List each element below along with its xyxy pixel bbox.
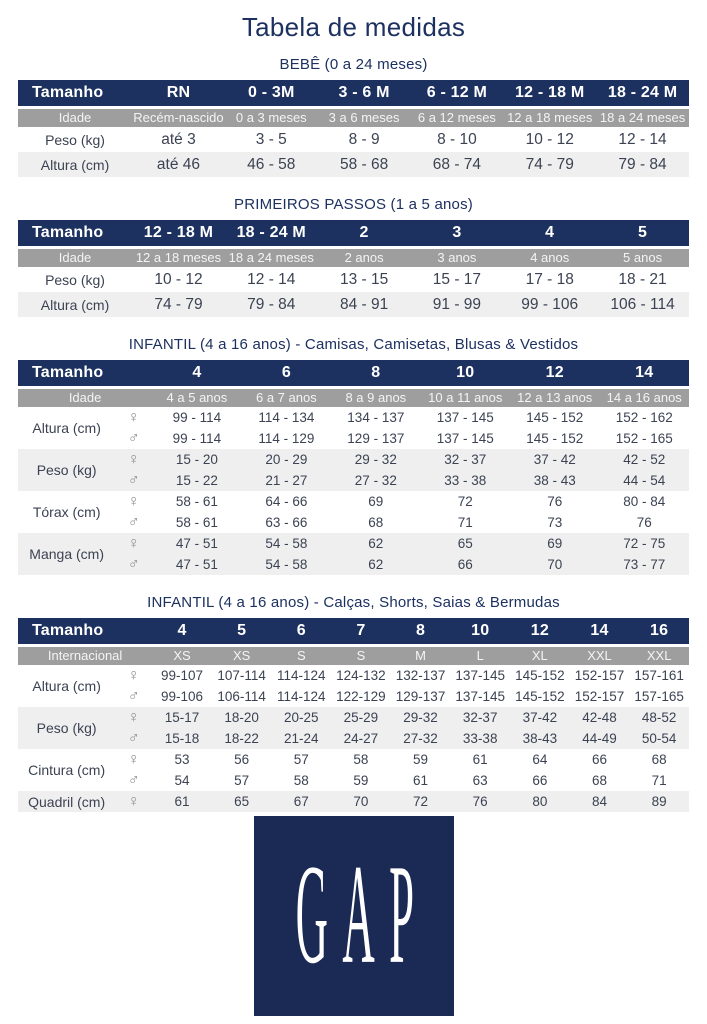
value-cell: 152 - 165 xyxy=(615,431,673,446)
header-size-cell: 10 xyxy=(450,618,510,645)
subheader-label-cell: Idade xyxy=(18,247,132,267)
subheader-value-cell: 6 a 12 meses xyxy=(411,107,504,127)
value-cell: 73 - 77 xyxy=(599,554,689,575)
subheader-label-cell: Idade xyxy=(18,107,132,127)
table-row xyxy=(18,533,689,554)
table-row xyxy=(18,491,689,512)
value-cell: 69 xyxy=(368,494,384,509)
value-cell: 18-20 xyxy=(212,707,272,728)
table-row xyxy=(18,770,689,791)
female-icon: ♀ xyxy=(115,707,152,728)
header-size-cell: 8 xyxy=(331,360,420,387)
subheader-value-cell: 18 a 24 meses xyxy=(225,247,318,267)
subheader-value-cell: S xyxy=(271,645,331,665)
section-title: PRIMEIROS PASSOS (1 a 5 anos) xyxy=(234,196,473,213)
value-cell: 70 xyxy=(510,554,599,575)
value-cell: 54 - 58 xyxy=(242,554,331,575)
value-cell: 129-137 xyxy=(395,689,446,704)
row-label-cell: Altura (cm) xyxy=(32,678,101,694)
header-size-cell: 16 xyxy=(629,618,689,645)
male-icon: ♂ xyxy=(115,728,152,749)
value-cell: 72 xyxy=(457,494,473,509)
table-header-row xyxy=(18,220,689,247)
male-icon: ♂ xyxy=(127,687,140,705)
section-primeiros-passos xyxy=(18,196,689,317)
header-size-cell: 12 xyxy=(510,360,599,387)
value-cell: 99 - 114 xyxy=(172,431,222,446)
value-cell: 137-145 xyxy=(455,668,505,683)
value-cell: 134 - 137 xyxy=(347,410,405,425)
value-cell: 15-17 xyxy=(152,707,212,728)
value-cell: 44-49 xyxy=(570,728,630,749)
size-table xyxy=(18,618,689,812)
row-label-cell: Tórax (cm) xyxy=(32,504,101,520)
value-cell: 61 xyxy=(413,773,429,788)
table-row xyxy=(18,152,689,177)
row-label-cell: Altura (cm) xyxy=(18,152,132,177)
table-row xyxy=(18,292,689,317)
header-size-cell: 10 xyxy=(421,360,510,387)
value-cell: 32-37 xyxy=(450,707,510,728)
value-cell: 15-18 xyxy=(152,728,212,749)
value-cell: 132-137 xyxy=(395,668,446,683)
header-size-cell: 3 - 6 M xyxy=(318,80,411,107)
row-label-cell: Quadril (cm) xyxy=(18,791,115,812)
row-label-cell: Altura (cm) xyxy=(32,420,101,436)
value-cell: 76 xyxy=(547,494,563,509)
row-label-cell: Peso (kg) xyxy=(18,707,115,749)
value-cell: 84 xyxy=(570,791,630,812)
value-cell: 8 - 10 xyxy=(437,130,477,148)
value-cell: 21-24 xyxy=(271,728,331,749)
subheader-row xyxy=(18,387,689,407)
value-cell: 84 - 91 xyxy=(318,292,411,317)
value-cell: 38-43 xyxy=(510,728,570,749)
row-label-cell: Manga (cm) xyxy=(18,533,115,575)
value-cell: 58 - 68 xyxy=(318,152,411,177)
table-row xyxy=(18,449,689,470)
value-cell: 107-114 xyxy=(217,668,266,683)
value-cell: 24-27 xyxy=(331,728,391,749)
row-label-cell: Peso (kg) xyxy=(45,271,105,288)
value-cell: até 3 xyxy=(161,130,196,148)
female-icon: ♀ xyxy=(127,666,140,684)
subheader-value-cell: 8 a 9 anos xyxy=(331,387,420,407)
subheader-value-cell: 3 a 6 meses xyxy=(318,107,411,127)
logo-container xyxy=(18,816,689,1016)
header-label-cell: Tamanho xyxy=(18,80,132,107)
table-row xyxy=(18,127,689,152)
value-cell: 137 - 145 xyxy=(436,431,494,446)
value-cell: 13 - 15 xyxy=(339,270,389,288)
value-cell: 17 - 18 xyxy=(525,270,574,288)
table-host-bebe xyxy=(18,80,689,177)
value-cell: 99-107 xyxy=(160,668,204,683)
header-size-cell: 6 xyxy=(242,360,331,387)
value-cell: 62 xyxy=(331,533,420,554)
value-cell: 152 - 162 xyxy=(615,410,673,425)
value-cell: 53 xyxy=(174,752,190,767)
section-title: BEBÊ (0 a 24 meses) xyxy=(279,56,428,73)
header-size-cell: 14 xyxy=(570,618,630,645)
header-size-cell: 7 xyxy=(331,618,391,645)
subheader-value-cell: 12 a 18 meses xyxy=(132,247,225,267)
value-cell: 18-22 xyxy=(212,728,272,749)
value-cell: 89 xyxy=(629,791,689,812)
header-size-cell: 18 - 24 M xyxy=(225,220,318,247)
value-cell: 145-152 xyxy=(515,689,565,704)
header-size-cell: 18 - 24 M xyxy=(596,80,689,107)
table-host-infantil-calcas xyxy=(18,618,689,812)
page-title: Tabela de medidas xyxy=(241,12,466,42)
value-cell: 65 xyxy=(421,533,510,554)
gap-logo xyxy=(254,816,454,1016)
table-row xyxy=(18,512,689,533)
value-cell: 8 - 9 xyxy=(348,130,380,148)
subheader-value-cell: XXL xyxy=(629,645,689,665)
value-cell: 64 - 66 xyxy=(265,494,308,509)
header-size-cell: 4 xyxy=(152,618,212,645)
value-cell: 10 - 12 xyxy=(154,270,203,288)
female-icon: ♀ xyxy=(127,750,140,768)
subheader-value-cell: 4 anos xyxy=(503,247,596,267)
section-infantil-calcas xyxy=(18,594,689,812)
header-size-cell: 5 xyxy=(596,220,689,247)
value-cell: 12 - 14 xyxy=(247,270,296,288)
value-cell: 76 xyxy=(636,515,652,530)
value-cell: 72 xyxy=(391,791,451,812)
male-icon: ♂ xyxy=(115,470,152,491)
value-cell: 25-29 xyxy=(331,707,391,728)
value-cell: 10 - 12 xyxy=(525,130,574,148)
value-cell: 46 - 58 xyxy=(225,152,318,177)
header-size-cell: 4 xyxy=(152,360,241,387)
value-cell: 42 - 52 xyxy=(599,449,689,470)
subheader-value-cell: Recém-nascido xyxy=(132,107,225,127)
subheader-row xyxy=(18,645,689,665)
section-bebe xyxy=(18,56,689,177)
value-cell: 62 xyxy=(331,554,420,575)
value-cell: 66 xyxy=(532,773,548,788)
value-cell: 137-145 xyxy=(455,689,505,704)
header-size-cell: 6 - 12 M xyxy=(411,80,504,107)
value-cell: 38 - 43 xyxy=(510,470,599,491)
value-cell: 66 xyxy=(591,752,607,767)
value-cell: 72 - 75 xyxy=(599,533,689,554)
table-row xyxy=(18,407,689,428)
subheader-row xyxy=(18,247,689,267)
value-cell: 56 xyxy=(234,752,250,767)
value-cell: 91 - 99 xyxy=(411,292,504,317)
gap-logo-text: GAP xyxy=(296,836,429,996)
value-cell: 70 xyxy=(331,791,391,812)
value-cell: 37 - 42 xyxy=(510,449,599,470)
subheader-label-cell: Internacional xyxy=(18,645,152,665)
table-row xyxy=(18,554,689,575)
value-cell: 68 - 74 xyxy=(411,152,504,177)
subheader-value-cell: 6 a 7 anos xyxy=(242,387,331,407)
table-row xyxy=(18,728,689,749)
subheader-value-cell: XS xyxy=(212,645,272,665)
table-row xyxy=(18,470,689,491)
value-cell: 44 - 54 xyxy=(599,470,689,491)
value-cell: 54 - 58 xyxy=(242,533,331,554)
value-cell: 58 - 61 xyxy=(175,515,218,530)
value-cell: 99 - 106 xyxy=(503,292,596,317)
table-host-infantil-camisas xyxy=(18,360,689,575)
section-title: INFANTIL (4 a 16 anos) - Calças, Shorts, Saias & Bermudas xyxy=(147,594,560,611)
value-cell: 59 xyxy=(413,752,429,767)
subheader-value-cell: XL xyxy=(510,645,570,665)
value-cell: 145-152 xyxy=(515,668,565,683)
value-cell: 57 xyxy=(234,773,250,788)
value-cell: 79 - 84 xyxy=(596,152,689,177)
value-cell: 58 xyxy=(353,752,369,767)
value-cell: 47 - 51 xyxy=(152,554,241,575)
female-icon: ♀ xyxy=(115,791,152,812)
male-icon: ♂ xyxy=(127,429,140,447)
subheader-value-cell: XS xyxy=(152,645,212,665)
value-cell: 15 - 20 xyxy=(152,449,241,470)
subheader-value-cell: 2 anos xyxy=(318,247,411,267)
value-cell: 47 - 51 xyxy=(152,533,241,554)
subheader-value-cell: 14 a 16 anos xyxy=(599,387,689,407)
section-title: INFANTIL (4 a 16 anos) - Camisas, Camisetas, Blusas & Vestidos xyxy=(128,336,579,353)
value-cell: 124-132 xyxy=(336,668,386,683)
header-size-cell: 12 xyxy=(510,618,570,645)
value-cell: 145 - 152 xyxy=(526,431,584,446)
table-header-row xyxy=(18,80,689,107)
table-row xyxy=(18,707,689,728)
value-cell: 48-52 xyxy=(629,707,689,728)
value-cell: 67 xyxy=(271,791,331,812)
subheader-value-cell: 4 a 5 anos xyxy=(152,387,241,407)
value-cell: 63 xyxy=(472,773,488,788)
subheader-row xyxy=(18,107,689,127)
value-cell: 71 xyxy=(457,515,473,530)
section-infantil-camisas xyxy=(18,336,689,575)
female-icon: ♀ xyxy=(127,408,140,426)
value-cell: 29-32 xyxy=(391,707,451,728)
value-cell: 114 - 129 xyxy=(258,431,315,446)
value-cell: 74 - 79 xyxy=(503,152,596,177)
table-host-primeiros-passos xyxy=(18,220,689,317)
value-cell: 65 xyxy=(212,791,272,812)
table-row xyxy=(18,665,689,686)
table-row xyxy=(18,428,689,449)
header-label-cell: Tamanho xyxy=(18,618,152,645)
value-cell: até 46 xyxy=(132,152,225,177)
value-cell: 27-32 xyxy=(391,728,451,749)
row-label-cell: Altura (cm) xyxy=(18,292,132,317)
value-cell: 76 xyxy=(450,791,510,812)
value-cell: 61 xyxy=(152,791,212,812)
value-cell: 15 - 17 xyxy=(432,270,482,288)
value-cell: 71 xyxy=(651,773,667,788)
value-cell: 69 xyxy=(510,533,599,554)
value-cell: 99 - 114 xyxy=(172,410,222,425)
size-table xyxy=(18,220,689,317)
row-label-cell: Cintura (cm) xyxy=(28,762,106,778)
header-size-cell: 3 xyxy=(411,220,504,247)
value-cell: 37-42 xyxy=(510,707,570,728)
value-cell: 106 - 114 xyxy=(596,292,689,317)
value-cell: 27 - 32 xyxy=(331,470,420,491)
value-cell: 74 - 79 xyxy=(132,292,225,317)
value-cell: 152-157 xyxy=(574,689,625,704)
value-cell: 59 xyxy=(353,773,369,788)
value-cell: 61 xyxy=(472,752,488,767)
size-table xyxy=(18,80,689,177)
header-size-cell: 12 - 18 M xyxy=(503,80,596,107)
value-cell: 54 xyxy=(174,773,190,788)
header-size-cell: 4 xyxy=(503,220,596,247)
value-cell: 33 - 38 xyxy=(421,470,510,491)
table-row xyxy=(18,791,689,812)
value-cell: 20-25 xyxy=(271,707,331,728)
header-size-cell: 5 xyxy=(212,618,272,645)
table-header-row xyxy=(18,618,689,645)
subheader-value-cell: L xyxy=(450,645,510,665)
size-table xyxy=(18,360,689,575)
value-cell: 157-161 xyxy=(634,668,684,683)
value-cell: 50-54 xyxy=(629,728,689,749)
table-row xyxy=(18,267,689,292)
subheader-value-cell: 10 a 11 anos xyxy=(421,387,510,407)
value-cell: 80 - 84 xyxy=(623,494,666,509)
value-cell: 152-157 xyxy=(574,668,625,683)
subheader-value-cell: 18 a 24 meses xyxy=(596,107,689,127)
row-label-cell: Peso (kg) xyxy=(18,449,115,491)
value-cell: 21 - 27 xyxy=(242,470,331,491)
value-cell: 42-48 xyxy=(570,707,630,728)
value-cell: 157-165 xyxy=(634,689,684,704)
header-label-cell: Tamanho xyxy=(18,220,132,247)
subheader-value-cell: 12 a 13 anos xyxy=(510,387,599,407)
header-size-cell: RN xyxy=(132,80,225,107)
value-cell: 33-38 xyxy=(450,728,510,749)
value-cell: 68 xyxy=(368,515,384,530)
male-icon: ♂ xyxy=(127,771,140,789)
value-cell: 137 - 145 xyxy=(436,410,494,425)
table-row xyxy=(18,686,689,707)
value-cell: 32 - 37 xyxy=(421,449,510,470)
value-cell: 80 xyxy=(510,791,570,812)
value-cell: 68 xyxy=(591,773,607,788)
subheader-value-cell: XXL xyxy=(570,645,630,665)
value-cell: 58 - 61 xyxy=(175,494,218,509)
female-icon: ♀ xyxy=(115,533,152,554)
subheader-value-cell: 5 anos xyxy=(596,247,689,267)
subheader-value-cell: M xyxy=(391,645,451,665)
value-cell: 99-106 xyxy=(160,689,204,704)
subheader-label-cell: Idade xyxy=(18,387,152,407)
table-header-row xyxy=(18,360,689,387)
subheader-value-cell: 0 a 3 meses xyxy=(225,107,318,127)
value-cell: 64 xyxy=(532,752,548,767)
value-cell: 73 xyxy=(547,515,563,530)
value-cell: 12 - 14 xyxy=(618,130,667,148)
male-icon: ♂ xyxy=(127,513,140,531)
value-cell: 63 - 66 xyxy=(265,515,308,530)
header-label-cell: Tamanho xyxy=(18,360,152,387)
subheader-value-cell: S xyxy=(331,645,391,665)
value-cell: 122-129 xyxy=(336,689,386,704)
value-cell: 114-124 xyxy=(277,668,326,683)
header-size-cell: 6 xyxy=(271,618,331,645)
value-cell: 20 - 29 xyxy=(242,449,331,470)
value-cell: 3 - 5 xyxy=(255,130,287,148)
header-size-cell: 2 xyxy=(318,220,411,247)
value-cell: 15 - 22 xyxy=(152,470,241,491)
subheader-value-cell: 3 anos xyxy=(411,247,504,267)
value-cell: 129 - 137 xyxy=(347,431,405,446)
header-size-cell: 0 - 3M xyxy=(225,80,318,107)
value-cell: 79 - 84 xyxy=(225,292,318,317)
value-cell: 114 - 134 xyxy=(258,410,315,425)
subheader-value-cell: 12 a 18 meses xyxy=(503,107,596,127)
header-size-cell: 12 - 18 M xyxy=(132,220,225,247)
value-cell: 114-124 xyxy=(277,689,326,704)
value-cell: 29 - 32 xyxy=(331,449,420,470)
table-row xyxy=(18,749,689,770)
value-cell: 18 - 21 xyxy=(618,270,667,288)
male-icon: ♂ xyxy=(115,554,152,575)
female-icon: ♀ xyxy=(115,449,152,470)
row-label-cell: Peso (kg) xyxy=(45,131,105,148)
value-cell: 57 xyxy=(293,752,309,767)
female-icon: ♀ xyxy=(127,492,140,510)
header-size-cell: 14 xyxy=(599,360,689,387)
value-cell: 145 - 152 xyxy=(526,410,584,425)
value-cell: 58 xyxy=(293,773,309,788)
value-cell: 106-114 xyxy=(217,689,266,704)
value-cell: 66 xyxy=(421,554,510,575)
header-size-cell: 8 xyxy=(391,618,451,645)
value-cell: 68 xyxy=(651,752,667,767)
